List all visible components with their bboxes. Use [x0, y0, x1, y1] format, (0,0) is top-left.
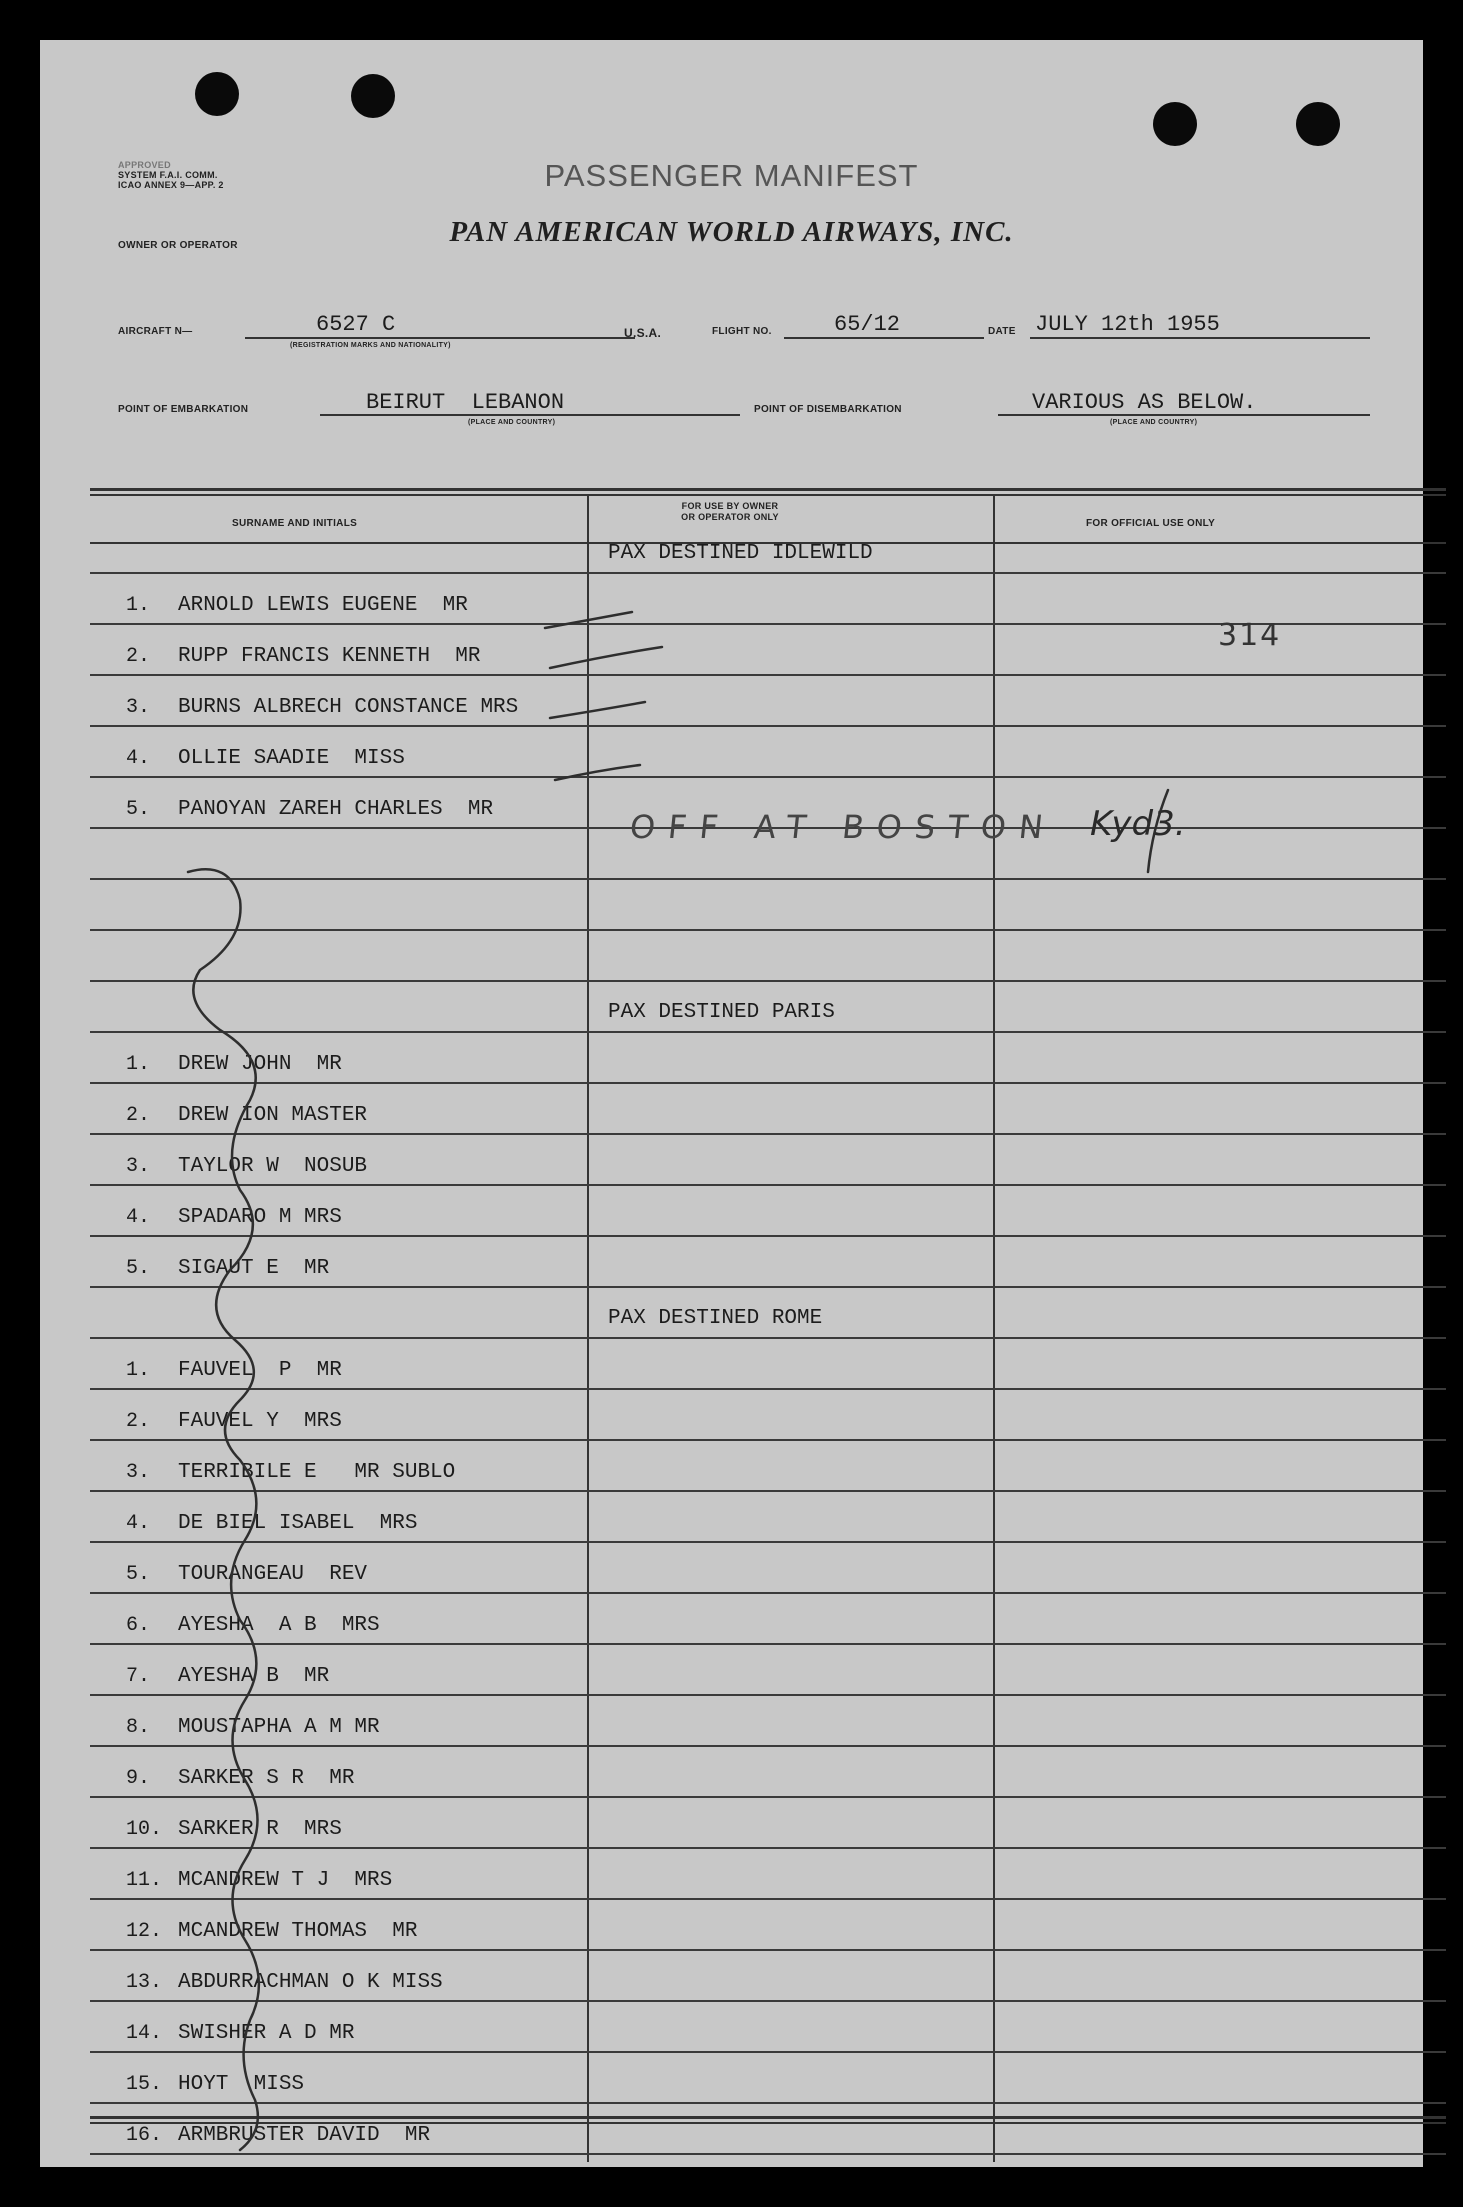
- row-rule: [90, 2153, 1446, 2155]
- table-top-rule: [90, 494, 1446, 496]
- disembark-label: POINT OF DISEMBARKATION: [754, 404, 902, 415]
- embark-value: BEIRUT LEBANON: [366, 390, 565, 415]
- passenger-number: 13.: [126, 1971, 163, 1994]
- passenger-number: 3.: [126, 1461, 151, 1484]
- airline-name: PAN AMERICAN WORLD AIRWAYS, INC.: [449, 216, 1014, 248]
- passenger-name: TAYLOR W NOSUB: [178, 1155, 368, 1178]
- disembark-value: VARIOUS AS BELOW.: [1032, 390, 1257, 415]
- passenger-number: 5.: [126, 1563, 151, 1586]
- punch-hole-icon: [1296, 102, 1340, 146]
- passenger-name: FAUVEL P MR: [178, 1359, 342, 1382]
- passenger-number: 4.: [126, 1512, 151, 1535]
- column-divider: [993, 494, 995, 2162]
- disembark-sublabel: (PLACE AND COUNTRY): [1110, 419, 1198, 426]
- col-owner-header: [580, 501, 880, 523]
- row-rule: [90, 1286, 1446, 1288]
- section-heading: PAX DESTINED ROME: [608, 1307, 823, 1330]
- row-rule: [90, 572, 1446, 574]
- date-label: DATE: [988, 326, 1016, 337]
- col-owner-header-line: FOR USE BY OWNER: [681, 501, 779, 511]
- passenger-number: 3.: [126, 696, 151, 719]
- passenger-number: 6.: [126, 1614, 151, 1637]
- row-rule: [90, 878, 1446, 880]
- handwritten-initials: Kyd3.: [1090, 804, 1186, 844]
- passenger-name: OLLIE SAADIE MISS: [178, 747, 405, 770]
- row-rule: [90, 1694, 1446, 1696]
- row-rule: [90, 1847, 1446, 1849]
- passenger-number: 1.: [126, 1053, 151, 1076]
- passenger-name: SARKER R MRS: [178, 1818, 342, 1841]
- passenger-name: HOYT MISS: [178, 2073, 305, 2096]
- punch-hole-icon: [195, 72, 239, 116]
- passenger-number: 4.: [126, 747, 151, 770]
- embark-label: POINT OF EMBARKATION: [118, 404, 249, 415]
- passenger-number: 15.: [126, 2073, 163, 2096]
- col-official-header: FOR OFFICIAL USE ONLY: [1086, 518, 1216, 529]
- row-rule: [90, 1388, 1446, 1390]
- section-heading: PAX DESTINED PARIS: [608, 1001, 835, 1024]
- official-number: 314: [1218, 618, 1282, 653]
- passenger-name: ABDURRACHMAN O K MISS: [178, 1971, 443, 1994]
- row-rule: [90, 929, 1446, 931]
- passenger-number: 14.: [126, 2022, 163, 2045]
- col-owner-header-line: OR OPERATOR ONLY: [681, 512, 779, 522]
- passenger-name: SPADARO M MRS: [178, 1206, 342, 1229]
- passenger-name: MOUSTAPHA A M MR: [178, 1716, 380, 1739]
- row-rule: [90, 1490, 1446, 1492]
- passenger-name: AYESHA B MR: [178, 1665, 330, 1688]
- passenger-name: DE BIEL ISABEL MRS: [178, 1512, 418, 1535]
- passenger-number: 9.: [126, 1767, 151, 1790]
- aircraft-underline: [245, 337, 635, 339]
- passenger-name: TERRIBILE E MR SUBLO: [178, 1461, 456, 1484]
- row-rule: [90, 725, 1446, 727]
- row-rule: [90, 1796, 1446, 1798]
- punch-hole-icon: [1153, 102, 1197, 146]
- row-rule: [90, 2102, 1446, 2104]
- row-rule: [90, 1541, 1446, 1543]
- aircraft-value: 6527 C: [316, 312, 396, 337]
- passenger-name: SARKER S R MR: [178, 1767, 355, 1790]
- row-rule: [90, 2051, 1446, 2053]
- row-rule: [90, 1082, 1446, 1084]
- check-mark-icon: [550, 702, 645, 718]
- check-mark-icon: [550, 647, 662, 668]
- row-rule: [90, 2000, 1446, 2002]
- passenger-name: PANOYAN ZAREH CHARLES MR: [178, 798, 494, 821]
- passenger-name: SWISHER A D MR: [178, 2022, 355, 2045]
- embark-sublabel: (PLACE AND COUNTRY): [468, 419, 556, 426]
- row-rule: [90, 1031, 1446, 1033]
- date-value: JULY 12th 1955: [1035, 312, 1220, 337]
- passenger-name: ARMBRUSTER DAVID MR: [178, 2124, 431, 2147]
- passenger-name: DREW ION MASTER: [178, 1104, 368, 1127]
- passenger-number: 4.: [126, 1206, 151, 1229]
- passenger-number: 12.: [126, 1920, 163, 1943]
- form-ref-line: SYSTEM F.A.I. COMM.: [118, 170, 218, 180]
- usa-label: U.S.A.: [624, 326, 662, 340]
- passenger-name: BURNS ALBRECH CONSTANCE MRS: [178, 696, 519, 719]
- row-rule: [90, 1439, 1446, 1441]
- date-underline: [1030, 337, 1370, 339]
- passenger-number: 10.: [126, 1818, 163, 1841]
- table-bottom-rule: [90, 2116, 1446, 2119]
- manifest-sheet: [40, 40, 1423, 2167]
- row-rule: [90, 1745, 1446, 1747]
- flight-value: 65/12: [834, 312, 901, 337]
- column-divider: [587, 494, 589, 2162]
- passenger-number: 5.: [126, 1257, 151, 1280]
- owner-label: OWNER OR OPERATOR: [118, 240, 238, 251]
- aircraft-sublabel: (REGISTRATION MARKS AND NATIONALITY): [290, 342, 451, 349]
- passenger-name: AYESHA A B MRS: [178, 1614, 380, 1637]
- col-surname-header: SURNAME AND INITIALS: [232, 518, 358, 529]
- passenger-number: 2.: [126, 1410, 151, 1433]
- punch-hole-icon: [351, 74, 395, 118]
- row-rule: [90, 1337, 1446, 1339]
- row-rule: [90, 1949, 1446, 1951]
- table-top-rule: [90, 488, 1446, 491]
- passenger-name: ARNOLD LEWIS EUGENE MR: [178, 594, 468, 617]
- passenger-number: 5.: [126, 798, 151, 821]
- passenger-number: 11.: [126, 1869, 163, 1892]
- passenger-name: DREW JOHN MR: [178, 1053, 342, 1076]
- passenger-name: MCANDREW T J MRS: [178, 1869, 393, 1892]
- row-rule: [90, 776, 1446, 778]
- passenger-name: TOURANGEAU REV: [178, 1563, 368, 1586]
- form-ref-line: APPROVED: [118, 160, 171, 170]
- row-rule: [90, 674, 1446, 676]
- row-rule: [90, 1592, 1446, 1594]
- passenger-number: 16.: [126, 2124, 163, 2147]
- passenger-number: 2.: [126, 1104, 151, 1127]
- passenger-number: 3.: [126, 1155, 151, 1178]
- row-rule: [90, 980, 1446, 982]
- section-heading: PAX DESTINED IDLEWILD: [608, 542, 873, 565]
- passenger-name: RUPP FRANCIS KENNETH MR: [178, 645, 481, 668]
- passenger-number: 2.: [126, 645, 151, 668]
- off-at-boston-note: OFF AT BOSTON: [628, 808, 1058, 846]
- form-ref-line: ICAO ANNEX 9—APP. 2: [118, 180, 224, 190]
- flight-label: FLIGHT NO.: [712, 326, 772, 337]
- passenger-number: 7.: [126, 1665, 151, 1688]
- row-rule: [90, 1133, 1446, 1135]
- row-rule: [90, 1898, 1446, 1900]
- flight-underline: [784, 337, 984, 339]
- row-rule: [90, 1184, 1446, 1186]
- row-rule: [90, 1643, 1446, 1645]
- aircraft-label: AIRCRAFT N—: [118, 326, 193, 337]
- passenger-name: MCANDREW THOMAS MR: [178, 1920, 418, 1943]
- passenger-number: 1.: [126, 594, 151, 617]
- passenger-number: 8.: [126, 1716, 151, 1739]
- passenger-name: FAUVEL Y MRS: [178, 1410, 342, 1433]
- row-rule: [90, 1235, 1446, 1237]
- page-title: PASSENGER MANIFEST: [544, 158, 919, 193]
- passenger-number: 1.: [126, 1359, 151, 1382]
- passenger-name: SIGAUT E MR: [178, 1257, 330, 1280]
